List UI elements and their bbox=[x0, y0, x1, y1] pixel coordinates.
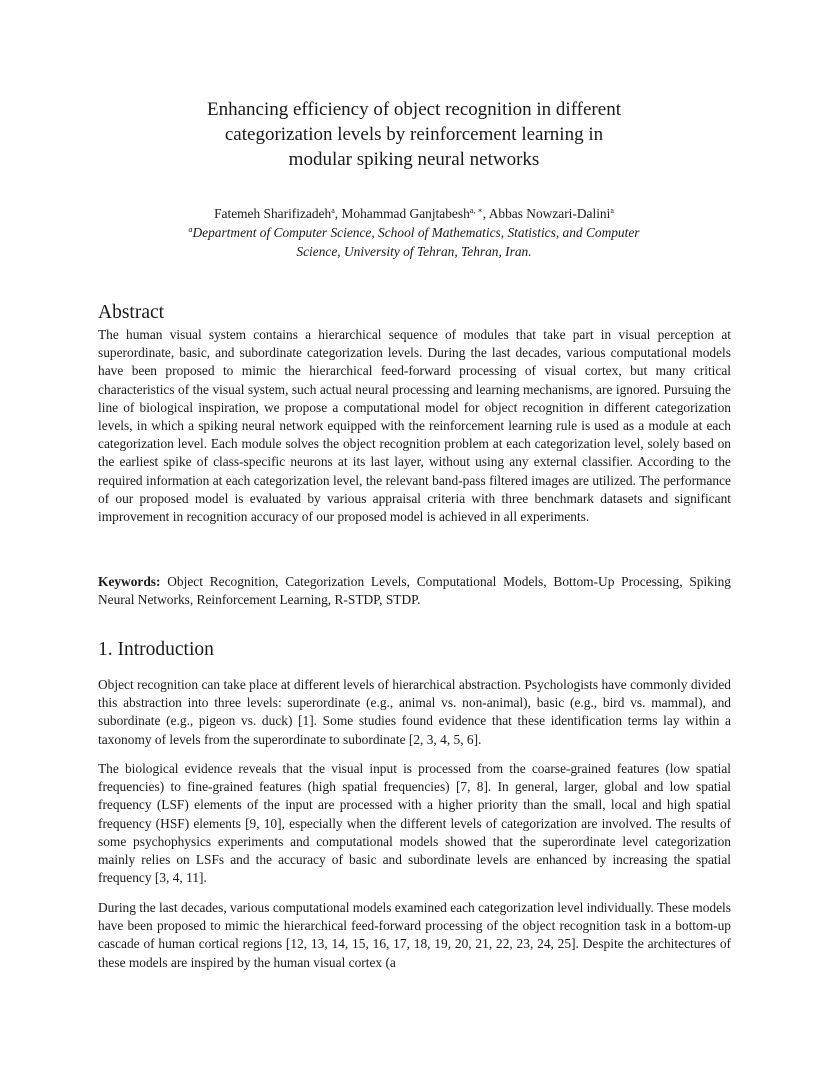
intro-paragraph-2: The biological evidence reveals that the visual input is processed from the coarse-grained features (low spatial frequencies) to fine-grained features (high spatial frequencies) [7, 8]. In general, larger, global and low spatial frequency (LSF) elements of the input are processed with a higher priority than the small, local and high spatial frequency (HSF) elements [9, 10], especially when the different levels of categorization are involved. The results of some psychophysics experiments and computational models showed that the superordinate level categorization mainly relies on LSFs and the accuracy of basic and subordinate levels are enhanced by increasing the spatial frequency [3, 4, 11]. bbox=[98, 761, 731, 886]
abstract-heading: Abstract bbox=[98, 302, 165, 323]
author-list bbox=[100, 204, 728, 223]
author-affil-mark: a bbox=[610, 206, 614, 215]
affiliation bbox=[140, 223, 688, 261]
intro-paragraph-3: During the last decades, various computational models examined each categorization level individually. These models have been proposed to mimic the hierarchical feed-forward processing of the object recognition task in a bottom-up cascade of human cortical regions [12, 13, 14, 15, 16, 17, 18, 19, 20, 21, 22, 23, 24, 25]. Despite the architectures of these models are inspired by the human visual cortex (a bbox=[98, 900, 731, 970]
author-separator: , bbox=[482, 206, 489, 221]
affiliation-line-1: $^a$Department of Computer Science, School of Mathematics, Statistics, and Computer bbox=[188, 225, 640, 240]
paper-title bbox=[140, 97, 688, 172]
title-line-1: Enhancing efficiency of object recognition in different bbox=[207, 99, 621, 120]
author-name: Fatemeh Sharifizadeh bbox=[214, 206, 332, 221]
title-line-2: categorization levels by reinforcement learning in bbox=[224, 124, 604, 145]
keywords bbox=[98, 573, 731, 609]
author-separator: , bbox=[334, 206, 342, 221]
keywords-label: Keywords: bbox=[98, 574, 161, 589]
keywords-text: Object Recognition, Categorization Levels, Computational Models, Bottom-Up Processing, Spiking Neural Networks, Reinforcement Learning, R-STDP, STDP. bbox=[98, 574, 731, 608]
abstract-text: The human visual system contains a hierarchical sequence of modules that take part in visual perception at superordinate, basic, and subordinate categorization levels. During the last decades, various computational models have been proposed to mimic the hierarchical feed-forward processing of visual cortex, but many critical characteristics of the visual system, such actual neural processing and learning mechanisms, are ignored. Pursuing the line of biological inspiration, we propose a computational model for object recognition in different categorization levels, in which a spiking neural network equipped with the reinforcement learning rule is used as a module at each categorization level. Each module solves the object recognition problem at each categorization level, solely based on the earliest spike of class-specific neurons at its last layer, without using any external classifier. According to the required information at each categorization level, the relevant band-pass filtered images are utilized. The performance of our proposed model is evaluated by various appraisal criteria with three benchmark datasets and significant improvement in recognition accuracy of our proposed model is achieved in all experiments. bbox=[98, 327, 731, 525]
affiliation-line-2: Science, University of Tehran, Tehran, Iran. bbox=[296, 244, 532, 259]
author-affil-mark: a, ∗ bbox=[469, 206, 483, 215]
author-name: Mohammad Ganjtabesh bbox=[341, 206, 470, 221]
author-name: Abbas Nowzari-Dalini bbox=[488, 206, 611, 221]
author-affil-mark: a bbox=[331, 206, 335, 215]
introduction-heading: 1. Introduction bbox=[98, 639, 214, 660]
title-line-3: modular spiking neural networks bbox=[288, 149, 540, 170]
affiliation-mark: a bbox=[188, 225, 193, 234]
intro-paragraph-1: Object recognition can take place at different levels of hierarchical abstraction. Psychologists have commonly divided this abstraction into three levels: superordinate (e.g., animal vs. non-animal), basic (e.g., bird vs. mammal), and subordinate (e.g., pigeon vs. duck) [1]. Some studies found evidence that these identification terms lay within a taxonomy of levels from the superordinate to subordinate [2, 3, 4, 5, 6]. bbox=[98, 677, 731, 747]
